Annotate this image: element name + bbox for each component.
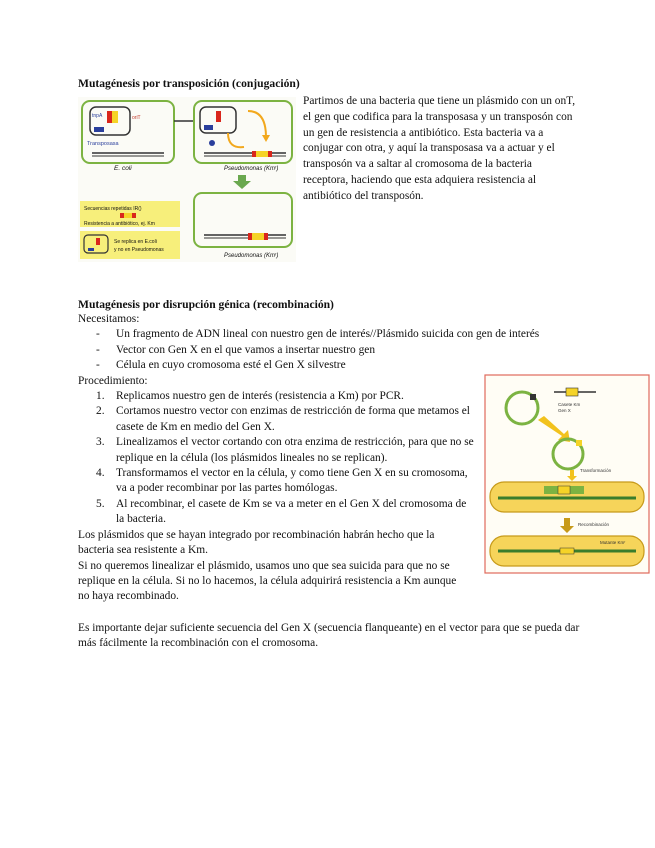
transposase-label: Transposasa [87,141,119,147]
legend-2-line-1: Se replica en E.coli [114,239,157,245]
after-paragraph-2: Si no queremos linealizar el plásmido, usamos uno que sea suicida para que no se replique en la célula. Si no lo hacemos, la célula adquirirá resistencia a Km aunque no haya recombinado. [78,559,457,603]
cell-2-cassette [560,548,574,554]
green-arrow-shaft [238,175,246,181]
insert-red [252,151,256,157]
step-3-number: 3. [96,436,105,449]
section2-heading: Mutagénesis por disrupción génica (recombinación) [78,298,334,311]
legend-red-2 [132,213,136,218]
label-a: Casete Km [558,402,581,407]
needs-item-2: - Vector con Gen X en el que vamos a insertar nuestro gen [78,343,578,358]
label-c: Transformación [580,468,612,473]
transposition-figure [78,97,296,262]
step-4 [78,466,476,497]
step-1-number: 1. [96,390,105,403]
final-paragraph: Es importante dejar suficiente secuencia del Gen X (secuencia flanqueante) en el vector para que se pueda dar más fácilmente la recombinación con el cromosoma. [78,621,580,650]
legend-2-line-2: y no en Pseudomonas [114,247,164,253]
step-1-text: Replicamos nuestro gen de interés (resistencia a Km) por PCR. [116,390,404,403]
tnp-label: tnpA [92,113,103,119]
blue-block [94,127,104,132]
recombinant-cassette [576,440,582,446]
label-e: Mutante Kmʳ [600,540,626,545]
blue-block-2 [204,125,213,130]
yellow-block [112,111,118,123]
label-d: Recombinación [578,522,610,527]
insert-red-2 [268,151,272,157]
result-red-2 [264,233,268,240]
step-3 [78,435,476,466]
transposase-dot [209,140,215,146]
needs-list [78,327,578,373]
step-5 [78,497,476,528]
legend-red [120,213,124,218]
step-4-text: Transformamos el vector en la célula, y como tiene Gen X en su cromosoma, va a poder recombinar por las partes homólogas. [116,467,468,495]
step-2 [78,404,476,435]
red-block [107,111,112,123]
km-cassette [566,388,578,396]
section1-heading: Mutagénesis por transposición (conjugación) [78,77,300,90]
needs-label: Necesitamos: [78,313,140,325]
after-paragraph-1: Los plásmidos que se hayan integrado por recombinación habrán hecho que la bacteria sea resistente a Km. [78,528,435,557]
step-4-number: 4. [96,467,105,480]
legend-plasmid-red [96,238,100,245]
legend-yellow [124,213,132,218]
insert-yellow [256,151,268,157]
cell-1-cassette [558,486,570,494]
needs-item-3: - Célula en cuyo cromosoma esté el Gen X silvestre [78,358,578,373]
step-3-text: Linealizamos el vector cortando con otra enzima de restricción, para que no se replique en la célula (los plásmidos lineales no se replican). [116,436,474,464]
step-5-number: 5. [96,497,105,510]
step-2-text: Cortamos nuestro vector con enzimas de restricción de forma que metamos el casete de Km en medio del Gen X. [116,405,470,433]
gene-x-block [530,394,536,400]
section1-paragraph: Partimos de una bacteria que tiene un plásmido con un onT, el gen que codifica para la transposasa y un transposón con un gen de resistencia a antibiótico. Esta bacteria va a conjugar con otra, y aquí la transposasa va a actuar y el transposón va a saltar al cromosoma de la bacteria receptora, haciendo que esta adquiera resistencia al antibiótico del transposón. [303,95,576,202]
legend-1-line-1: Secuencias repetidas IR() [84,206,142,212]
result-yellow [252,233,264,240]
result-red [248,233,252,240]
step-2-number: 2. [96,405,105,418]
recombination-figure [484,374,650,574]
label-b: Gen X [558,408,571,413]
pseudomonas-label-1: Pseudomonas (Kmʳ) [224,166,279,172]
needs-item-1: - Un fragmento de ADN lineal con nuestro gen de interés//Plásmido suicida con gen de interés [78,327,578,342]
procedure-list [78,389,476,528]
pseudomonas-label-2: Pseudomonas (Kmʳ) [224,253,279,259]
procedure-label: Procedimiento: [78,374,148,387]
ecoli-label: E. coli [114,165,132,172]
step-5-text: Al recombinar, el casete de Km se va a meter en el Gen X del cromosoma de la bacteria. [116,497,467,526]
step-1 [78,389,476,404]
red-block-2 [216,111,221,122]
orit-label: oriT [132,115,141,121]
legend-1-line-2: Resistencia a antibiótico, ej. Km [84,221,155,227]
legend-plasmid-blue [88,248,94,251]
